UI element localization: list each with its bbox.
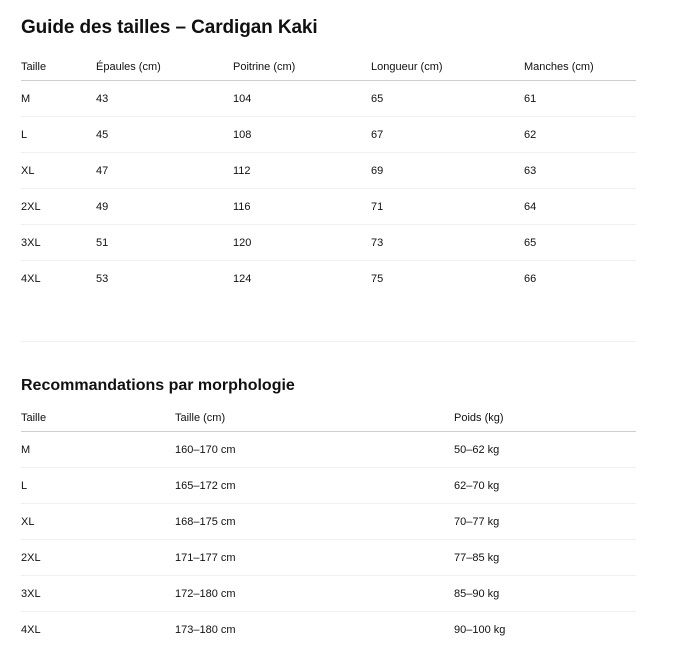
cell-size: XL — [21, 153, 96, 189]
cell-shoulders: 47 — [96, 153, 233, 189]
cell-height: 165–172 cm — [175, 468, 454, 504]
cell-size: 4XL — [21, 623, 41, 636]
morphology-title: Recommandations par morphologie — [21, 377, 295, 394]
table-row — [21, 189, 636, 225]
cell-height: 168–175 cm — [175, 504, 454, 540]
size-guide-title: Guide des tailles – Cardigan Kaki — [21, 17, 318, 38]
cell-length: 73 — [371, 225, 524, 261]
cell-sleeves: 66 — [524, 272, 537, 285]
column-header: Poids (kg) — [454, 404, 636, 432]
cell-size: 4XL — [21, 272, 41, 285]
cell-chest: 104 — [233, 81, 371, 117]
cell-sleeves: 65 — [524, 225, 636, 261]
cell-weight: 90–100 kg — [454, 623, 506, 636]
cell-height: 171–177 cm — [175, 540, 454, 576]
cell-size: L — [21, 468, 175, 504]
cell-size: XL — [21, 504, 175, 540]
cell-length: 75 — [371, 272, 384, 285]
table-row — [21, 81, 636, 117]
table-row — [21, 225, 636, 261]
cell-chest: 124 — [233, 272, 252, 285]
cell-height: 160–170 cm — [175, 432, 454, 468]
cell-weight: 50–62 kg — [454, 432, 636, 468]
table-row — [21, 117, 636, 153]
cell-sleeves: 64 — [524, 189, 636, 225]
column-header: Taille (cm) — [175, 404, 454, 432]
cell-weight: 62–70 kg — [454, 468, 636, 504]
column-header: Épaules (cm) — [96, 53, 233, 81]
cell-shoulders: 49 — [96, 189, 233, 225]
cell-size: 3XL — [21, 225, 96, 261]
cell-shoulders: 51 — [96, 225, 233, 261]
cell-sleeves: 63 — [524, 153, 636, 189]
table-header-row — [21, 53, 636, 81]
cell-weight: 85–90 kg — [454, 576, 636, 612]
table-row — [21, 576, 636, 612]
size-guide-table — [21, 53, 636, 296]
cell-chest: 116 — [233, 189, 371, 225]
cell-size: 2XL — [21, 540, 175, 576]
table-row — [21, 261, 636, 297]
section-divider — [21, 341, 636, 342]
table-row — [21, 153, 636, 189]
cell-length: 65 — [371, 81, 524, 117]
table-row — [21, 432, 636, 468]
cell-size: M — [21, 81, 96, 117]
cell-shoulders: 45 — [96, 117, 233, 153]
cell-length: 71 — [371, 189, 524, 225]
column-header: Longueur (cm) — [371, 53, 524, 81]
cell-weight: 70–77 kg — [454, 504, 636, 540]
table-row — [21, 540, 636, 576]
table-row — [21, 504, 636, 540]
cell-shoulders: 53 — [96, 272, 109, 285]
table-header-row — [21, 404, 636, 432]
cell-chest: 108 — [233, 117, 371, 153]
cell-size: M — [21, 432, 175, 468]
cell-chest: 112 — [233, 153, 371, 189]
column-header: Poitrine (cm) — [233, 53, 371, 81]
cell-length: 69 — [371, 153, 524, 189]
cell-size: L — [21, 117, 96, 153]
cell-length: 67 — [371, 117, 524, 153]
column-header: Taille — [21, 53, 96, 81]
cell-weight: 77–85 kg — [454, 540, 636, 576]
column-header: Taille — [21, 404, 175, 432]
cell-sleeves: 61 — [524, 81, 636, 117]
cell-sleeves: 62 — [524, 117, 636, 153]
cell-size: 3XL — [21, 576, 175, 612]
table-row — [21, 612, 636, 648]
cell-height: 173–180 cm — [175, 623, 236, 636]
morphology-table — [21, 404, 636, 647]
cell-height: 172–180 cm — [175, 576, 454, 612]
cell-size: 2XL — [21, 189, 96, 225]
column-header: Manches (cm) — [524, 53, 636, 81]
cell-chest: 120 — [233, 225, 371, 261]
cell-shoulders: 43 — [96, 81, 233, 117]
table-row — [21, 468, 636, 504]
